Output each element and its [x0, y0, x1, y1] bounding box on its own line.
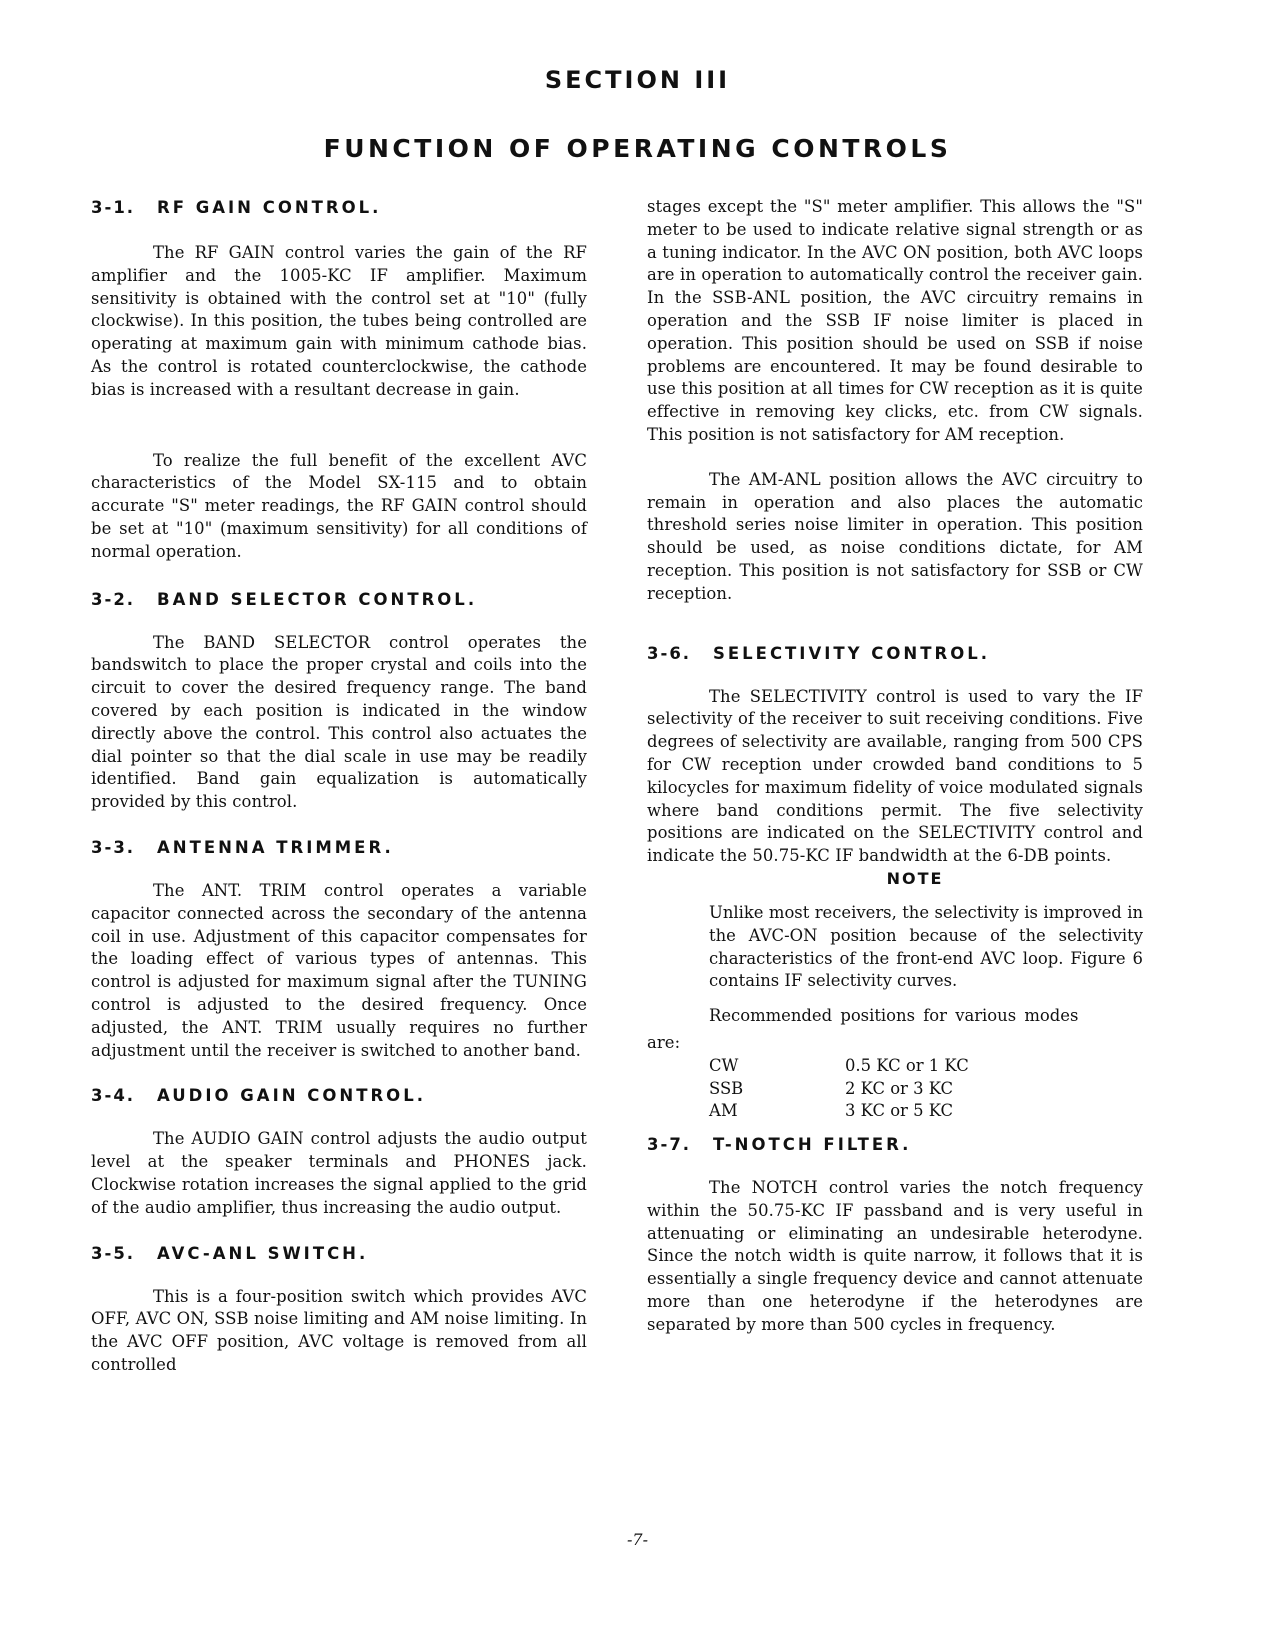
recommend-intro: Recommended positions for various modes: [709, 1006, 1079, 1026]
mode-name: SSB: [709, 1078, 744, 1098]
section-heading-title: RF GAIN CONTROL.: [157, 198, 382, 217]
paragraph: This is a four-position switch which provides AVC OFF, AVC ON, SSB noise limiting and AM noise limiting. In the AVC OFF position, AVC voltage is removed from all controlled: [91, 1286, 587, 1374]
mode-table: [709, 1055, 969, 1123]
section-heading: [91, 588, 587, 612]
section-3-7: [647, 1133, 1143, 1337]
recommend-cont: are:: [647, 1032, 681, 1052]
table-row: [709, 1055, 969, 1078]
paragraph: The NOTCH control varies the notch frequency within the 50.75-KC IF passband and is very useful in attenuating or eliminating an undesirable heterodyne. Since the notch width is quite narrow, it follows that it is essentially a single frequency device and cannot attenuate more than one heterodyne if the heterodynes are separated by more than 500 cycles in frequency.: [647, 1178, 1143, 1334]
right-column: [647, 196, 1143, 1337]
section-3-4: [91, 1084, 587, 1219]
section-3-5: [91, 1242, 587, 1377]
section-3-6: [647, 642, 1143, 1124]
section-3-2: [91, 588, 587, 814]
section-heading: [91, 196, 587, 220]
section-heading-title: AVC-ANL SWITCH.: [157, 1243, 369, 1263]
section-3-3: [91, 836, 587, 1062]
section-heading-number: 3-2.: [91, 589, 136, 609]
section-heading-number: 3-4.: [91, 1086, 136, 1106]
section-heading-title: AUDIO GAIN CONTROL.: [157, 1086, 426, 1106]
paragraph: The AM-ANL position allows the AVC circuitry to remain in operation and also places the automatic threshold series noise limiter in operation. This position should be used, as noise conditions dictate, for AM reception. This position is not satisfactory for SSB or CW reception.: [647, 469, 1143, 603]
section-heading-title: SELECTIVITY CONTROL.: [713, 643, 991, 663]
note-text: Unlike most receivers, the selectivity is improved in the AVC-ON position because of the selectivity characteristics of the front-end AVC loop. Figure 6 contains IF selectivity curves.: [709, 902, 1143, 991]
mode-name: AM: [709, 1101, 738, 1121]
table-row: [709, 1100, 969, 1123]
page-title: FUNCTION OF OPERATING CONTROLS: [323, 134, 952, 163]
section-heading-title: T-NOTCH FILTER.: [713, 1135, 912, 1155]
paragraph: The RF GAIN control varies the gain of the RF amplifier and the 1005-KC IF amplifier. Maximum sensitivity is obtained with the control set at "10" (fully clockwise). In this position, the tubes being controlled are operating at maximum gain with minimum cathode bias. As the control is rotated counterclockwise, the cathode bias is increased with a resultant decrease in gain.: [91, 243, 587, 399]
section-heading: [91, 1084, 587, 1108]
section-heading-number: 3-6.: [647, 643, 692, 663]
paragraph: The ANT. TRIM control operates a variable capacitor connected across the secondary of the antenna coil in use. Adjustment of this capacitor compensates for the loading effect of various types of antennas. This control is adjusted for maximum signal after the TUNING control is adjusted to the desired frequency. Once adjusted, the ANT. TRIM usually requires no further adjustment until the receiver is switched to another band.: [91, 880, 587, 1060]
section-heading-number: 3-7.: [647, 1135, 692, 1155]
paragraph-continued: stages except the "S" meter amplifier. This allows the "S" meter to be used to indicate relative signal strength or as a tuning indicator. In the AVC ON position, both AVC loops are in operation to automatically control the receiver gain. In the SSB-ANL position, the AVC circuitry remains in operation and the SSB IF noise limiter is placed in operation. This position should be used on SSB if noise problems are encountered. It may be found desirable to use this position at all times for CW reception as it is quite effective in removing key clicks, etc. from CW signals. This position is not satisfactory for AM reception.: [647, 197, 1143, 444]
section-heading-number: 3-1.: [91, 198, 136, 217]
mode-name: CW: [709, 1055, 739, 1075]
section-3-1: [91, 196, 587, 564]
mode-setting: 0.5 KC or 1 KC: [845, 1055, 969, 1075]
mode-setting: 3 KC or 5 KC: [845, 1101, 954, 1121]
paragraph: The BAND SELECTOR control operates the bandswitch to place the proper crystal and coils into the circuit to cover the desired frequency range. The band covered by each position is indicated in the window directly above the control. This control also actuates the dial pointer so that the dial scale in use may be readily identified. Band gain equalization is automatically provided by this control.: [91, 632, 587, 812]
section-heading: [91, 1242, 587, 1266]
paragraph: The AUDIO GAIN control adjusts the audio output level at the speaker terminals and PHONES jack. Clockwise rotation increases the signal applied to the grid of the audio amplifier, thus increasing the audio output.: [91, 1129, 587, 1217]
table-row: [709, 1078, 969, 1101]
paragraph: To realize the full benefit of the excellent AVC characteristics of the Model SX-115 and to obtain accurate "S" meter readings, the RF GAIN control should be set at "10" (maximum sensitivity) for all conditions of normal operation.: [91, 450, 587, 561]
left-column: [91, 196, 587, 1377]
section-heading-title: BAND SELECTOR CONTROL.: [157, 589, 478, 609]
section-heading-title: ANTENNA TRIMMER.: [157, 837, 394, 857]
section-heading: [91, 836, 587, 860]
mode-setting: 2 KC or 3 KC: [845, 1078, 954, 1098]
note-label: NOTE: [886, 868, 944, 888]
section-number: SECTION III: [544, 66, 731, 94]
section-heading: [647, 642, 1143, 666]
page-number: -7-: [627, 1530, 648, 1549]
section-heading: [647, 1133, 1143, 1157]
section-heading-number: 3-5.: [91, 1243, 136, 1263]
paragraph: The SELECTIVITY control is used to vary the IF selectivity of the receiver to suit receiving conditions. Five degrees of selectivity are available, ranging from 500 CPS for CW reception under crowded band conditions to 5 kilocycles for maximum fidelity of voice modulated signals where band conditions permit. The five selectivity positions are indicated on the SELECTIVITY control and indicate the 50.75-KC IF bandwidth at the 6-DB points.: [647, 686, 1143, 866]
section-heading-number: 3-3.: [91, 837, 136, 857]
